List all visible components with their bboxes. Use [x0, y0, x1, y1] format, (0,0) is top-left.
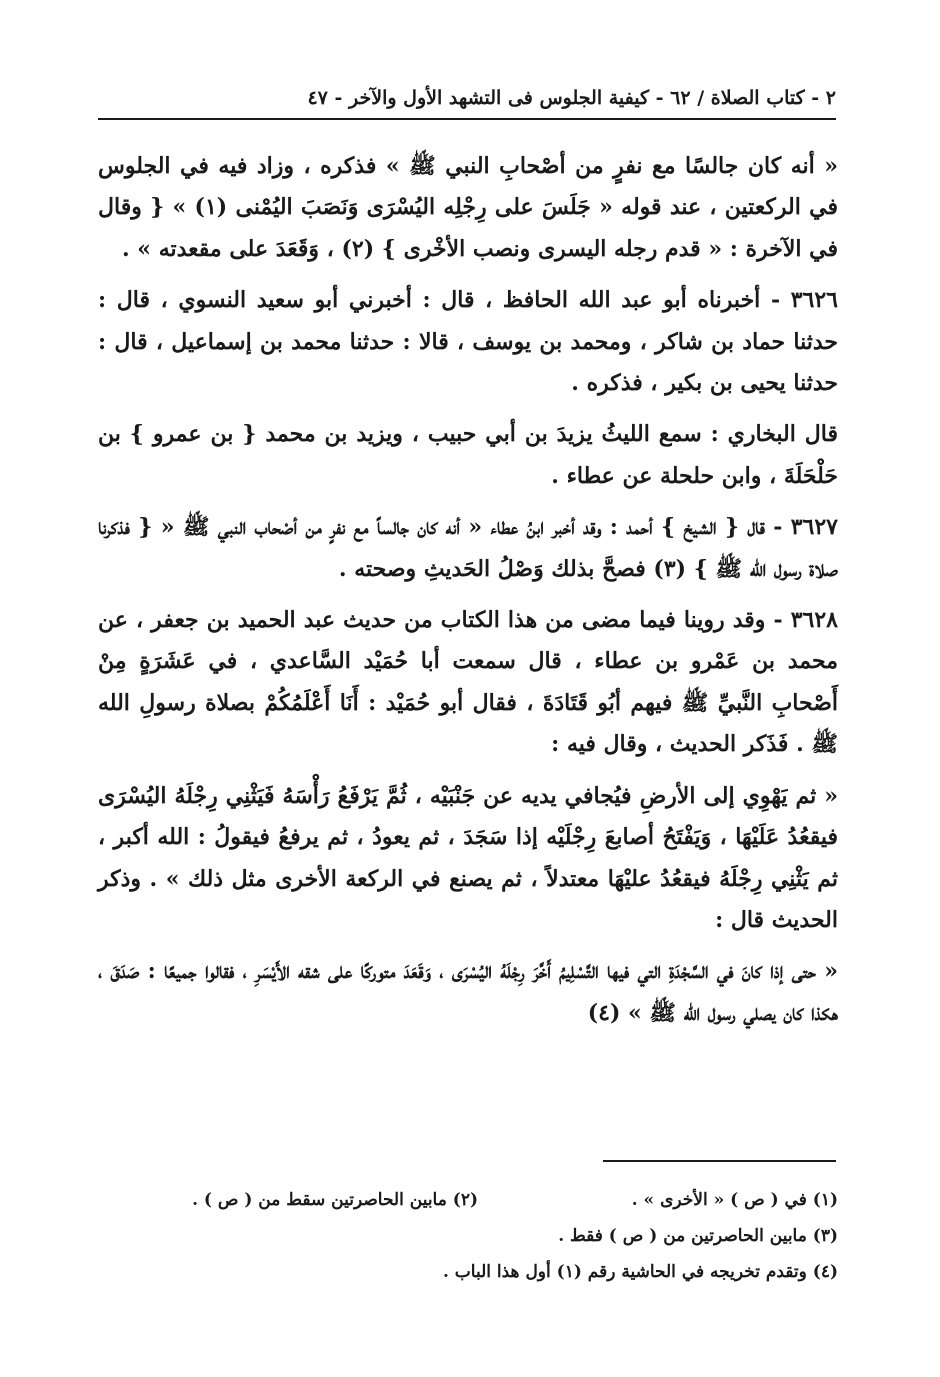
- footnote-3: (٣) مابين الحاصرتين من ( ص ) فقط .: [558, 1226, 838, 1246]
- footnote-2: (٢) مابين الحاصرتين سقط من ( ص ) .: [192, 1190, 478, 1210]
- running-header: [98, 78, 836, 120]
- footnote-1: (١) في ( ص ) « الأخرى » .: [631, 1190, 838, 1210]
- paragraph-5: ٣٦٢٨ - وقد روينا فيما مضى من هذا الكتاب من حديث عبد الحميد بن جعفر ، عن محمد بن عَمْرو بن عطاء ، قال سمعت أبا حُمَيْد السَّاعدي ، في عَشَرَةٍ مِنْ أَصْحابِ النَّبيِّ ﷺ فيهم أبُو قَتَادَةَ ، فقال أبو حُمَيْد : أَنَا أَعْلَمُكُمْ بصلاة رسولِ الله ﷺ . فَذَكر الحديث ، وقال فيه :: [98, 607, 838, 758]
- main-text: [98, 146, 838, 1044]
- paragraph-7: « حتى إذا كانَ في السَّجْدَةِ التي فيها التَّسْلِيمُ أَخَّرَ رِجْلَهُ اليُسْرَى ، وَقَعَدَ متوركًا على شقه الأَيْسَرِ ، فقالوا جميعًا : صَدَقَ ، هكذا كان يصلي رسول الله ﷺ » (٤): [98, 958, 838, 1026]
- paragraph-2: ٣٦٢٦ - أخبرناه أبو عبد الله الحافظ ، قال : أخبرني أبو سعيد النسوي ، قال : حدثنا حماد بن شاكر ، ومحمد بن يوسف ، قالا : حدثنا محمد بن إسماعيل ، قال : حدثنا يحيى بن بكير ، فذكره .: [98, 287, 838, 397]
- paragraph-6: « ثم يَهْوِي إلى الأرضِ فيُجافي يديه عن جَنْبَيْه ، ثُمَّ يَرْفَعُ رَأْسَهُ فَيَثْنِي رِجْلَهُ اليُسْرَى فيقعُدُ عَلَيْهَا ، وَيَفْتَحُ أصابعَ رِجْلَيْه إذا سَجَدَ ، ثم يعودُ ، ثم يرفعُ فيقولُ : الله أكبر ، ثم يَثْنِي رِجْلَهُ فيقعُدُ عليْهَا معتدلاً ، ثم يصنع في الركعة الأخرى مثل ذلك » . وذكر الحديث قال :: [98, 782, 838, 933]
- paragraph-4: ٣٦٢٧ - قال { الشيخ } أحمد : وقد أخبر ابنُ عطاء « أنه كان جالساً مع نفرٍ من أصْحاب النبي ﷺ « { فذكرنا صلاة رسول الله ﷺ } (٣) فصحَّ بذلك وَصْلُ الحَديثِ وصحته .: [98, 514, 838, 582]
- footnote-row-1: [98, 1182, 838, 1218]
- paragraph-1: « أنه كان جالسًا مع نفرٍ من أصْحابِ النبي ﷺ » فذكره ، وزاد فيه في الجلوس في الركعتين ، عند قوله « جَلَسَ على رِجْلِه اليُسْرَى وَنَصَبَ اليُمْنى (١) » { وقال في الآخرة : « قدم رجله اليسرى ونصب الأخْرى } (٢) ، وَقَعَدَ على مقعدته » .: [98, 153, 838, 262]
- running-title: ٢ - كتاب الصلاة / ٦٢ - كيفية الجلوس فى التشهد الأول والآخر - ٤٧: [307, 87, 836, 109]
- footnote-4: (٤) وتقدم تخريجه في الحاشية رقم (١) أول هذا الباب .: [442, 1262, 838, 1282]
- footnotes: [98, 1182, 838, 1290]
- footnote-separator: [603, 1160, 836, 1162]
- paragraph-3: قال البخاري : سمع الليثُ يزيدَ بن أبي حبيب ، ويزيد بن محمد { بن عمرو } بن حَلْحَلَةَ ، وابن حلحلة عن عطاء .: [98, 421, 838, 489]
